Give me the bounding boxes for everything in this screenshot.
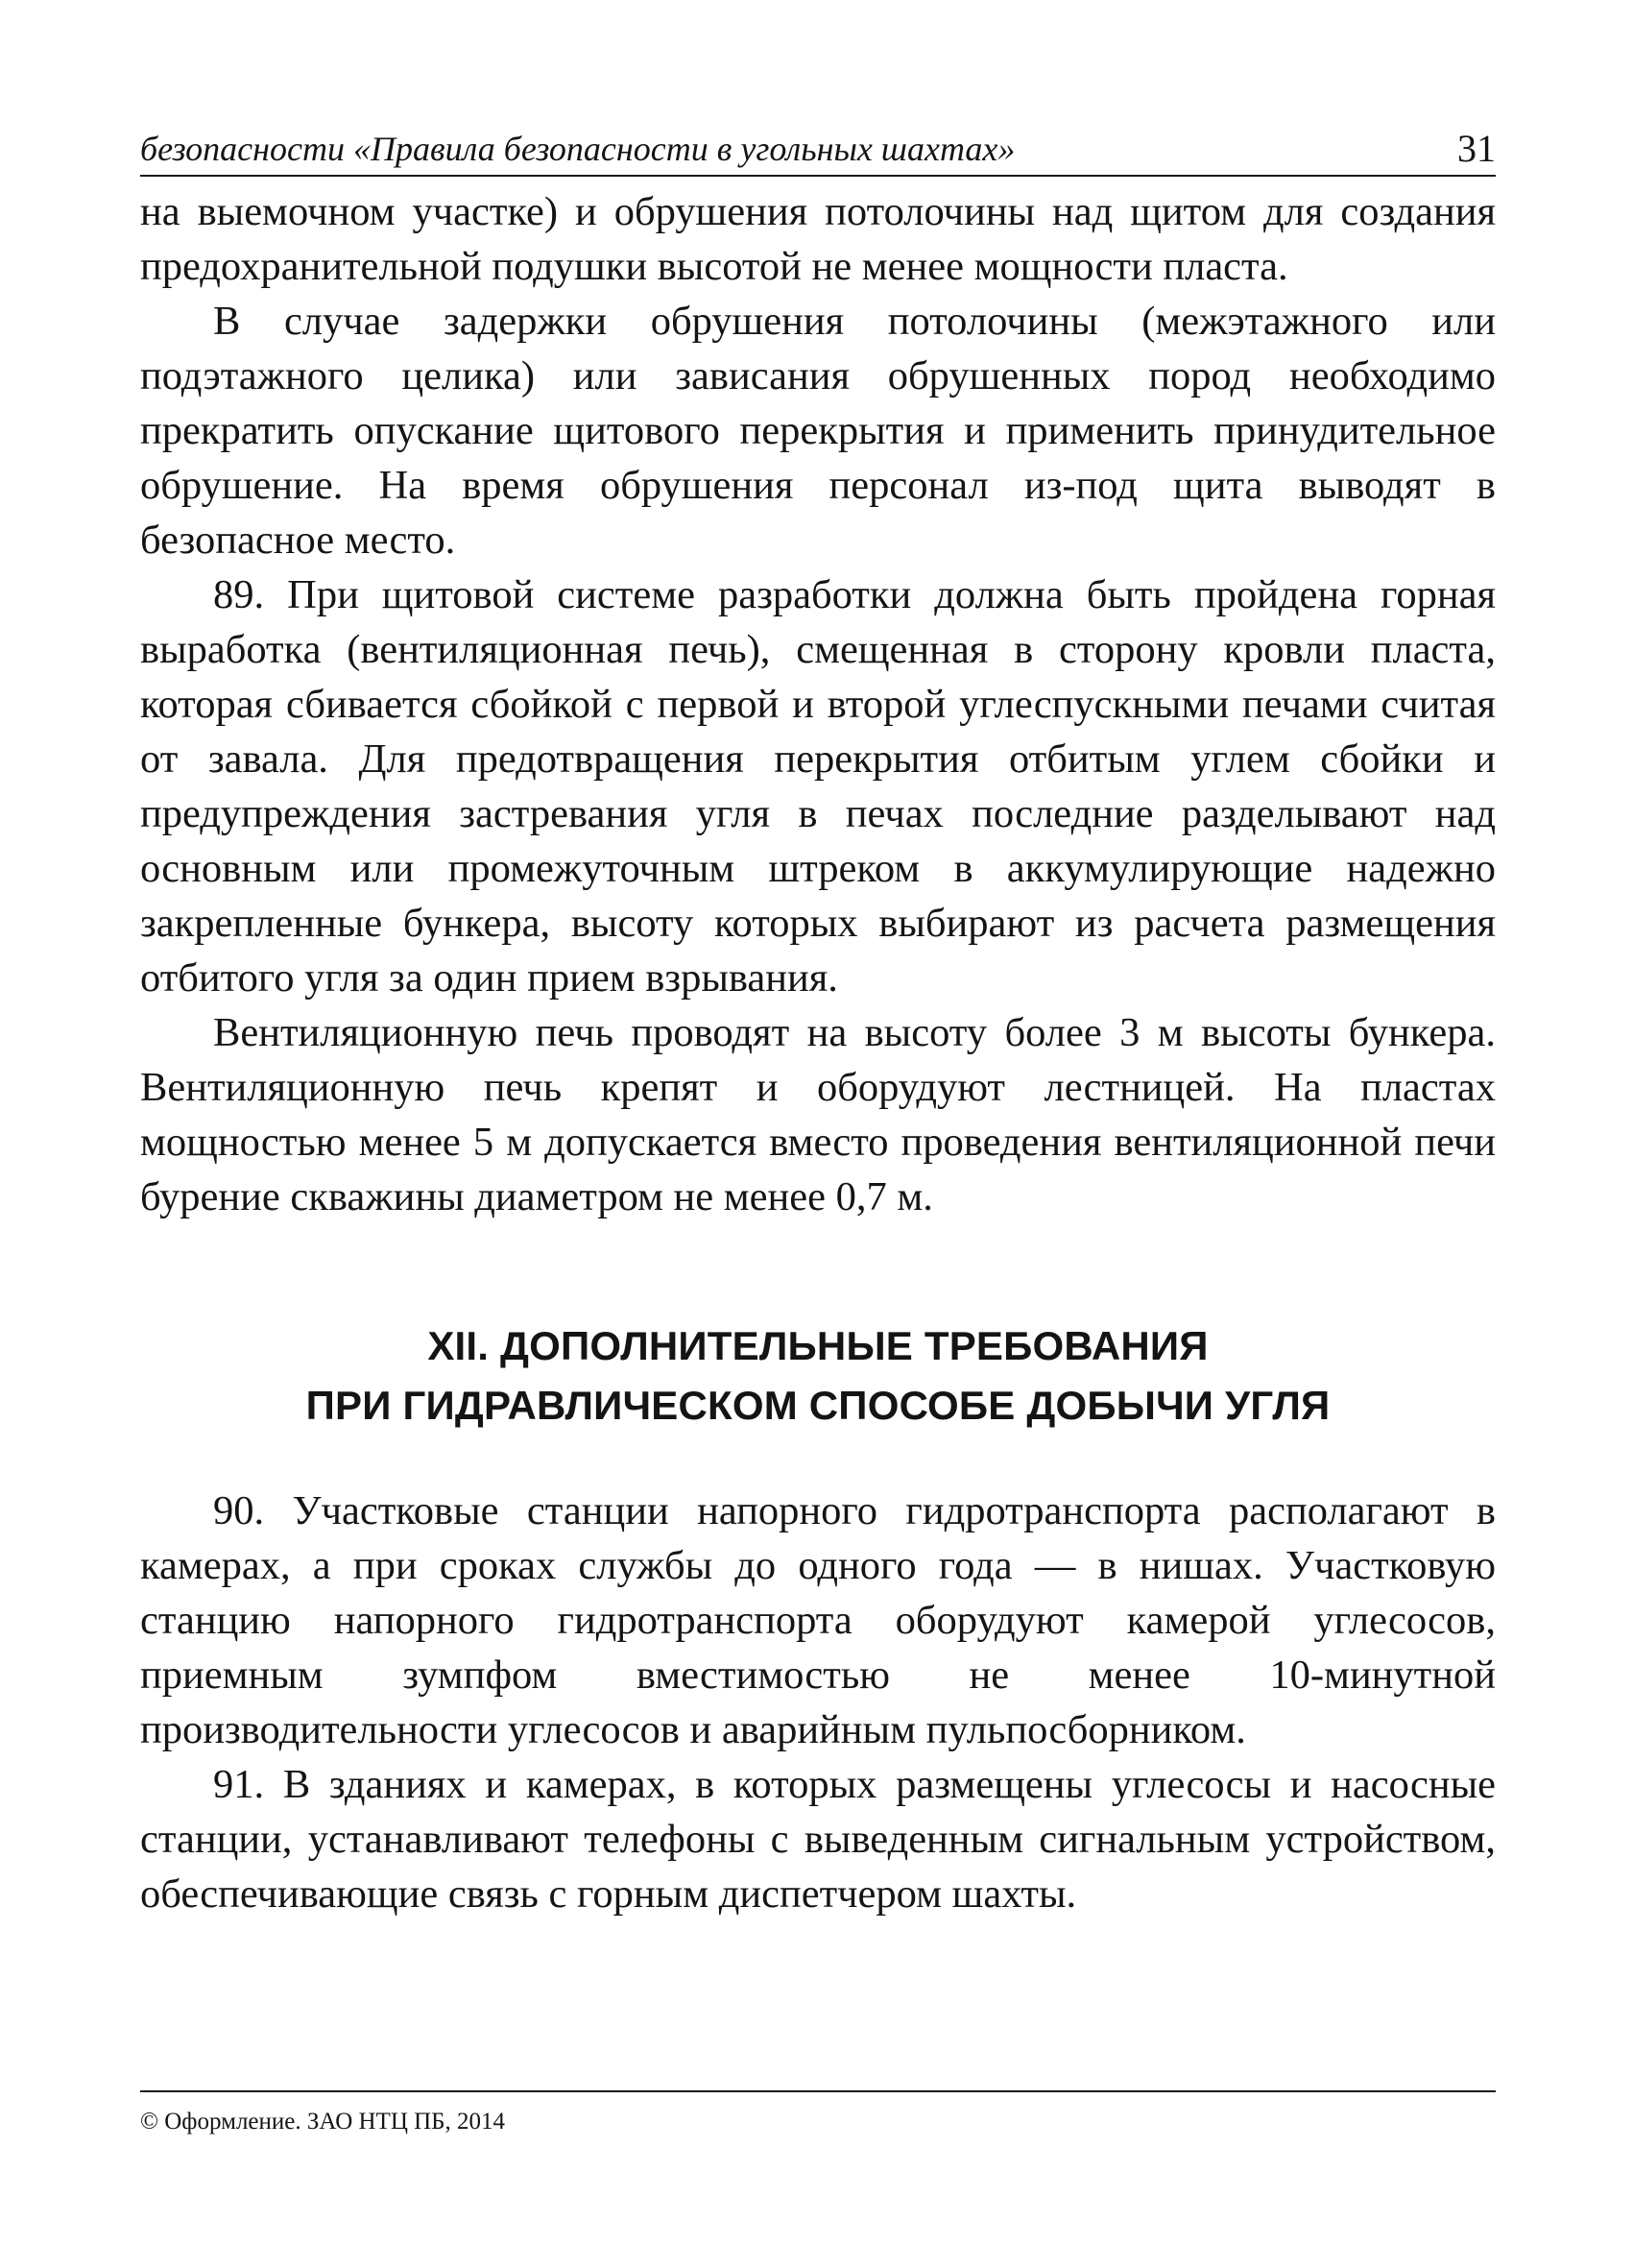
paragraph-item-89: 89. При щитовой системе разработки должна быть пройдена горная выработка (вентиляционная печь), смещенная в сторону кровли пласта, которая сбивается сбойкой с первой и второй углеспускными печами считая от завала. Для предотвращения перекрытия отбитым углем сбойки и предупреждения застревания угля в печах последние разделывают над основным или промежуточным штреком в аккумулирующие надежно закрепленные бункера, высоту которых выбирают из расчета размещения отбитого угля за один прием взрывания. <box>140 572 1496 1001</box>
paragraph-item-90: 90. Участковые станции напорного гидротранспорта располагают в камерах, а при сроках службы до одного года — в нишах. Участковую станцию напорного гидротранспорта оборудуют камерой углесосов, приемным зумпфом вместимостью не менее 10-минутной производительности углесосов и аварийным пульпосборником. <box>140 1488 1496 1752</box>
section-heading <box>140 1316 1496 1436</box>
copyright-text: © Оформление. ЗАО НТЦ ПБ, 2014 <box>140 2109 506 2135</box>
paragraph: на выемочном участке) и обрушения потолочины над щитом для создания предохранительной подушки высотой не менее мощности пласта. <box>140 189 1496 289</box>
section-heading-line2: ПРИ ГИДРАВЛИЧЕСКОМ СПОСОБЕ ДОБЫЧИ УГЛЯ <box>305 1383 1331 1428</box>
body-section-a <box>140 184 1496 1224</box>
running-head-title: безопасности «Правила безопасности в угольных шахтах» <box>140 130 1016 168</box>
paragraph: Вентиляционную печь проводят на высоту более 3 м высоты бункера. Вентиляционную печь крепят и оборудуют лестницей. На пластах мощностью менее 5 м допускается вместо проведения вентиляционной печи бурение скважины диаметром не менее 0,7 м. <box>140 1010 1496 1219</box>
document-page <box>140 115 1496 1921</box>
page-footer <box>140 2090 1496 2136</box>
section-heading-line1: XII. ДОПОЛНИТЕЛЬНЫЕ ТРЕБОВАНИЯ <box>427 1323 1209 1368</box>
paragraph-item-91: 91. В зданиях и камерах, в которых размещены углесосы и насосные станции, устанавливают телефоны с выведенным сигнальным устройством, обеспечивающие связь с горным диспетчером шахты. <box>140 1762 1496 1917</box>
paragraph: В случае задержки обрушения потолочины (межэтажного или подэтажного целика) или зависания обрушенных пород необходимо прекратить опускание щитового перекрытия и применить принудительное обрушение. На время обрушения персонал из-под щита выводят в безопасное место. <box>140 299 1496 563</box>
body-section-b <box>140 1484 1496 1921</box>
page-number: 31 <box>1457 127 1496 170</box>
running-head <box>140 115 1496 177</box>
